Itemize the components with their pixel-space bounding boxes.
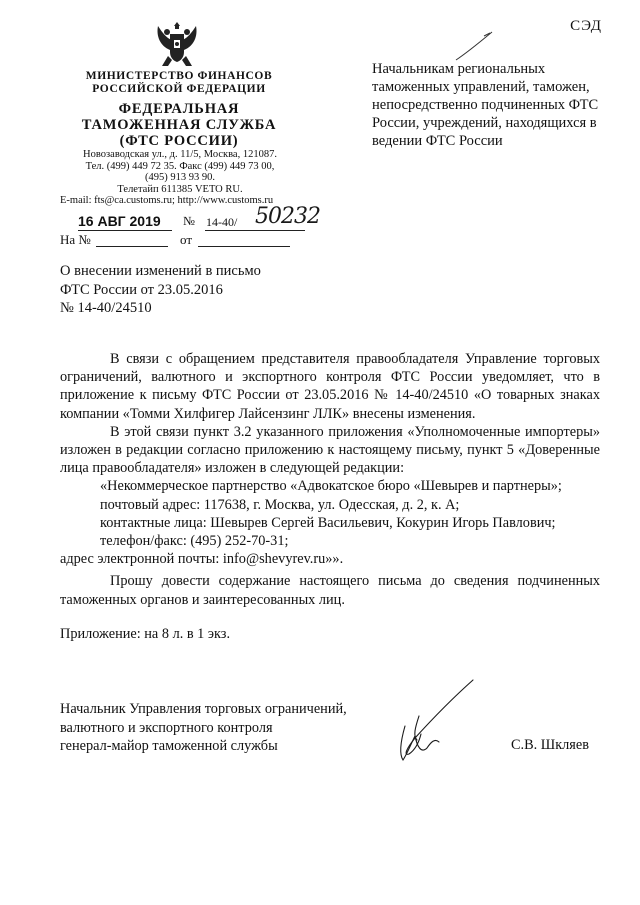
service-name <box>68 101 290 149</box>
handwritten-signature-icon <box>385 676 485 766</box>
reference-date-label: от <box>180 232 193 247</box>
quote-line-5: адрес электронной почты: info@shevyrev.ru»». <box>60 551 344 568</box>
service-line-2: ТАМОЖЕННАЯ СЛУЖБА <box>81 117 277 133</box>
handwritten-number: 50232 <box>255 204 320 229</box>
double-headed-eagle-emblem-icon <box>150 18 204 70</box>
recipient-block: Начальникам региональных таможенных управлений, таможен, непосредственно подчиненных ФТС России, учреждений, находящихся в ведении ФТС России <box>372 61 599 149</box>
date-stamp: 16 АВГ 2019 <box>78 213 161 229</box>
handwritten-tick-icon <box>454 30 494 62</box>
reference-number-label: На № <box>60 232 91 247</box>
address-line: Новозаводская ул., д. 11/5, Москва, 121087. <box>83 149 277 160</box>
ministry-name <box>68 70 290 96</box>
number-label: № <box>183 214 195 228</box>
reference-number-line <box>96 230 168 247</box>
signatory-title <box>60 700 390 756</box>
signatory-title-line-3: генерал-майор таможенной службы <box>60 738 278 754</box>
sed-mark: СЭД <box>570 18 602 34</box>
subject-block <box>60 262 320 318</box>
body-paragraph-2: В этой связи пункт 3.2 указанного приложения «Уполномоченные импортеры» изложен в редакции согласно приложению к настоящему письму, пункт 5 «Доверенные лица правообладателя» изложен в следующей редакции: <box>60 423 600 477</box>
quote-line-3: контактные лица: Шевырев Сергей Васильевич, Кокурин Игорь Павлович; <box>100 514 556 531</box>
quote-line-4: телефон/факс: (495) 252-70-31; <box>100 533 289 550</box>
service-line-3: (ФТС РОССИИ) <box>119 133 239 149</box>
subject-line-3: № 14-40/24510 <box>60 300 152 316</box>
ministry-line-1: МИНИСТЕРСТВО ФИНАНСОВ <box>85 70 273 82</box>
subject-line-1: О внесении изменений в письмо <box>60 263 261 279</box>
attachment-note: Приложение: на 8 л. в 1 экз. <box>60 626 231 642</box>
quote-line-2: почтовый адрес: 117638, г. Москва, ул. Одесская, д. 2, к. А; <box>100 496 460 513</box>
email-line: E-mail: fts@ca.customs.ru; http://www.customs.ru <box>60 195 274 207</box>
signatory-title-line-1: Начальник Управления торговых ограничений, <box>60 701 347 717</box>
number-prefix: 14-40/ <box>206 215 238 229</box>
phone-line-2: (495) 913 93 90. <box>145 172 215 184</box>
reference-date-line <box>198 230 290 247</box>
address-block <box>56 149 304 207</box>
subject-line-2: ФТС России от 23.05.2016 <box>60 281 223 298</box>
teletype-line: Телетайп 611385 VETO RU. <box>117 183 243 195</box>
service-line-1: ФЕДЕРАЛЬНАЯ <box>118 101 240 117</box>
ministry-line-2: РОССИЙСКОЙ ФЕДЕРАЦИИ <box>92 83 266 95</box>
phone-line: Тел. (499) 449 72 35. Факс (499) 449 73 00, <box>85 160 275 172</box>
body-paragraph-3: Прошу довести содержание настоящего письма до сведения подчиненных таможенных органов и заинтересованных лиц. <box>60 573 600 608</box>
quote-line-1: «Некоммерческое партнерство «Адвокатское бюро «Шевырев и партнеры»; <box>100 478 562 495</box>
registration-date <box>78 213 172 231</box>
signatory-title-line-2: валютного и экспортного контроля <box>60 719 273 736</box>
body-paragraph-1: В связи с обращением представителя правообладателя Управление торговых ограничений, валютного и экспортного контроля ФТС России уведомляет, что в приложение к письму ФТС России от 23.05.2016 № 14-40/24510 «О товарных знаках компании «Томми Хилфигер Лайсензинг ЛЛК» внесены изменения. <box>60 351 600 422</box>
signatory-name: С.В. Шкляев <box>511 737 589 753</box>
letter-body <box>60 350 600 609</box>
